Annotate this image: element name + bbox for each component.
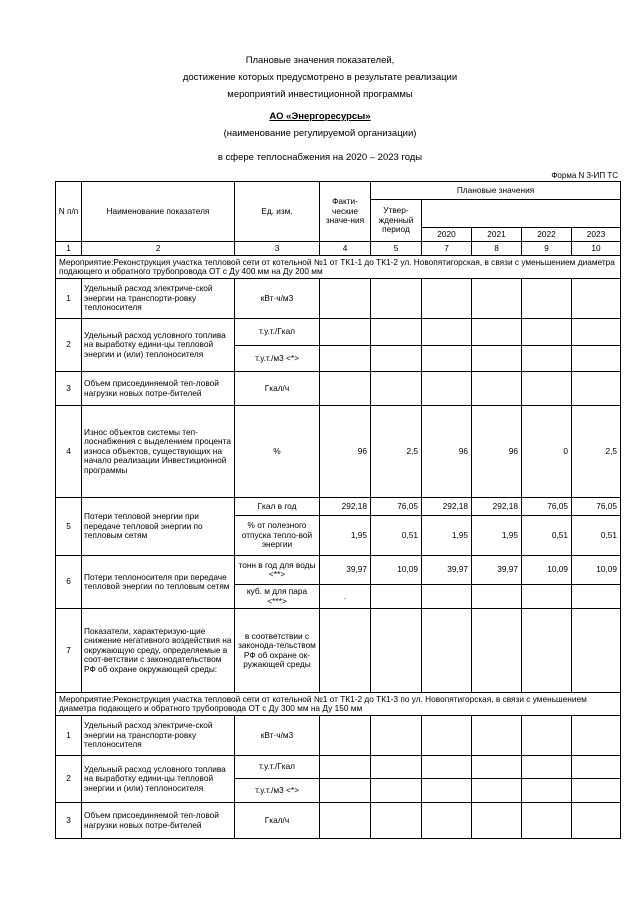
colnum-9: 9 bbox=[522, 242, 572, 256]
colnum-4: 4 bbox=[320, 242, 371, 256]
header-year-2020: 2020 bbox=[422, 228, 472, 242]
header-planned: Плановые значения bbox=[371, 182, 621, 200]
m1-row2-name: Удельный расход условного топлива на выработку едини-цы тепловой энергии и (или) теплоносителя bbox=[82, 319, 235, 372]
header-actual: Факти-ческие значе-ния bbox=[320, 182, 371, 242]
m2-row3-name: Объем присоединяемой теп-ловой нагрузки новых потре-бителей bbox=[82, 803, 235, 839]
m1-row6a-2021: 39,97 bbox=[472, 556, 522, 585]
indicators-table bbox=[55, 181, 621, 839]
m1-row1-num: 1 bbox=[56, 279, 82, 319]
m1-row6-unit-a: тонн в год для воды <**> bbox=[235, 556, 320, 585]
colnum-8: 8 bbox=[472, 242, 522, 256]
header-approved: Утвер-жденный период bbox=[371, 200, 422, 242]
colnum-7: 7 bbox=[422, 242, 472, 256]
m1-row5a-2020: 292,18 bbox=[422, 498, 472, 516]
m1-row5b-actual: 1,95 bbox=[320, 516, 371, 556]
m1-row7-name: Показатели, характеризую-щие снижение негативного воздействия на окружающую среду, определяемые в соот-ветствии с законодательством РФ об охране окружающей среды: bbox=[82, 609, 235, 693]
form-label: Форма N 3-ИП ТС bbox=[551, 171, 618, 180]
m1-row4-actual: 96 bbox=[320, 406, 371, 498]
colnum-3: 3 bbox=[235, 242, 320, 256]
m1-row5-unit-a: Гкал в год bbox=[235, 498, 320, 516]
m1-row5-num: 5 bbox=[56, 498, 82, 556]
m1-row2-unit-a: т.у.т./Гкал bbox=[235, 319, 320, 346]
m1-row5a-2021: 292,18 bbox=[472, 498, 522, 516]
m1-row4-2023: 2,5 bbox=[572, 406, 621, 498]
m2-row2-unit-b: т.у.т./м3 <*> bbox=[235, 779, 320, 803]
m1-row3-name: Объем присоединяемой теп-ловой нагрузки новых потре-бителей bbox=[82, 372, 235, 406]
measure-1-title: Мероприятие:Реконструкция участка тепловой сети от котельной №1 от ТК1-1 до ТК1-2 ул. Новопятигорская, в связи с уменьшением диаметра подающего и обратного трубопровода ОТ с Ду 400 мм на Ду 200 мм bbox=[56, 256, 621, 279]
header-year-2021: 2021 bbox=[472, 228, 522, 242]
header-unit: Ед. изм. bbox=[235, 182, 320, 242]
m1-row5b-2022: 0,51 bbox=[522, 516, 572, 556]
m1-row1-unit: кВт·ч/м3 bbox=[235, 279, 320, 319]
m1-row3-num: 3 bbox=[56, 372, 82, 406]
m1-row4-num: 4 bbox=[56, 406, 82, 498]
m1-row3-unit: Гкал/ч bbox=[235, 372, 320, 406]
m1-row6a-2020: 39,97 bbox=[422, 556, 472, 585]
header-blank bbox=[422, 200, 621, 228]
title-line-3: мероприятий инвестиционной программы bbox=[227, 89, 413, 100]
colnum-5: 5 bbox=[371, 242, 422, 256]
header-year-2023: 2023 bbox=[572, 228, 621, 242]
m1-row2-num: 2 bbox=[56, 319, 82, 372]
m1-row5-name: Потери тепловой энергии при передаче тепловой энергии по тепловым сетям bbox=[82, 498, 235, 556]
colnum-1: 1 bbox=[56, 242, 82, 256]
m1-row4-unit: % bbox=[235, 406, 320, 498]
m2-row3-unit: Гкал/ч bbox=[235, 803, 320, 839]
m1-row7-unit: в соответствии с законода-тельством РФ об охране ок-ружающей среды bbox=[235, 609, 320, 693]
m1-row4-2022: 0 bbox=[522, 406, 572, 498]
m1-row5a-actual: 292,18 bbox=[320, 498, 371, 516]
header-name: Наименование показателя bbox=[82, 182, 235, 242]
m1-row5a-2023: 76,05 bbox=[572, 498, 621, 516]
m2-row1-unit: кВт·ч/м3 bbox=[235, 716, 320, 756]
organization-name: АО «Энергоресурсы» bbox=[269, 111, 371, 122]
m2-row1-name: Удельный расход электриче-ской энергии на транспорти-ровку теплоносителя bbox=[82, 716, 235, 756]
title-line-1: Плановые значения показателей, bbox=[245, 55, 395, 66]
m1-row6-num: 6 bbox=[56, 556, 82, 609]
m1-row5-unit-b: % от полезного отпуска тепло-вой энергии bbox=[235, 516, 320, 556]
m1-row6b-mark: . bbox=[320, 585, 371, 609]
m2-row2-num: 2 bbox=[56, 756, 82, 803]
m1-row6a-approved: 10,09 bbox=[371, 556, 422, 585]
scope-line: в сфере теплоснабжения на 2020 – 2023 годы bbox=[217, 152, 423, 163]
m1-row6a-2022: 10,09 bbox=[522, 556, 572, 585]
m1-row6a-actual: 39,97 bbox=[320, 556, 371, 585]
header-num: N п/п bbox=[56, 182, 82, 242]
colnum-2: 2 bbox=[82, 242, 235, 256]
m1-row6-unit-b: куб. м для пара <***> bbox=[235, 585, 320, 609]
m2-row3-num: 3 bbox=[56, 803, 82, 839]
m1-row6-name: Потери теплоносителя при передаче тепловой энергии по тепловым сетям bbox=[82, 556, 235, 609]
m1-row5b-2020: 1,95 bbox=[422, 516, 472, 556]
m1-row5b-approved: 0,51 bbox=[371, 516, 422, 556]
organization-caption: (наименование регулируемой организации) bbox=[223, 128, 417, 139]
m2-row1-num: 1 bbox=[56, 716, 82, 756]
m2-row2-name: Удельный расход условного топлива на выработку едини-цы тепловой энергии и (или) теплоносителя bbox=[82, 756, 235, 803]
title-line-2: достижение которых предусмотрено в результате реализации bbox=[182, 72, 458, 83]
m1-row4-approved: 2,5 bbox=[371, 406, 422, 498]
m1-row6a-2023: 10,09 bbox=[572, 556, 621, 585]
m1-row2-unit-b: т.у.т./м3 <*> bbox=[235, 346, 320, 372]
header-year-2022: 2022 bbox=[522, 228, 572, 242]
m1-row5a-2022: 76,05 bbox=[522, 498, 572, 516]
measure-2-title: Мероприятие:Реконструкция участка тепловой сети от котельной №1 от ТК1-2 до ТК1-3 по ул. Новопятигорская, в связи с уменьшением диаметра подающего и обратного трубопровода ОТ с Ду 300 мм на Ду 150 мм bbox=[56, 693, 621, 716]
m1-row1-name: Удельный расход электриче-ской энергии на транспорти-ровку теплоносителя bbox=[82, 279, 235, 319]
m1-row5a-approved: 76,05 bbox=[371, 498, 422, 516]
m1-row4-2020: 96 bbox=[422, 406, 472, 498]
m2-row2-unit-a: т.у.т./Гкал bbox=[235, 756, 320, 779]
m1-row5b-2023: 0,51 bbox=[572, 516, 621, 556]
colnum-10: 10 bbox=[572, 242, 621, 256]
m1-row4-name: Износ объектов системы теп-лоснабжения с выделением процента износа объектов, существующих на начало реализации Инвестиционной программы bbox=[82, 406, 235, 498]
m1-row4-2021: 96 bbox=[472, 406, 522, 498]
m1-row5b-2021: 1,95 bbox=[472, 516, 522, 556]
m1-row7-num: 7 bbox=[56, 609, 82, 693]
